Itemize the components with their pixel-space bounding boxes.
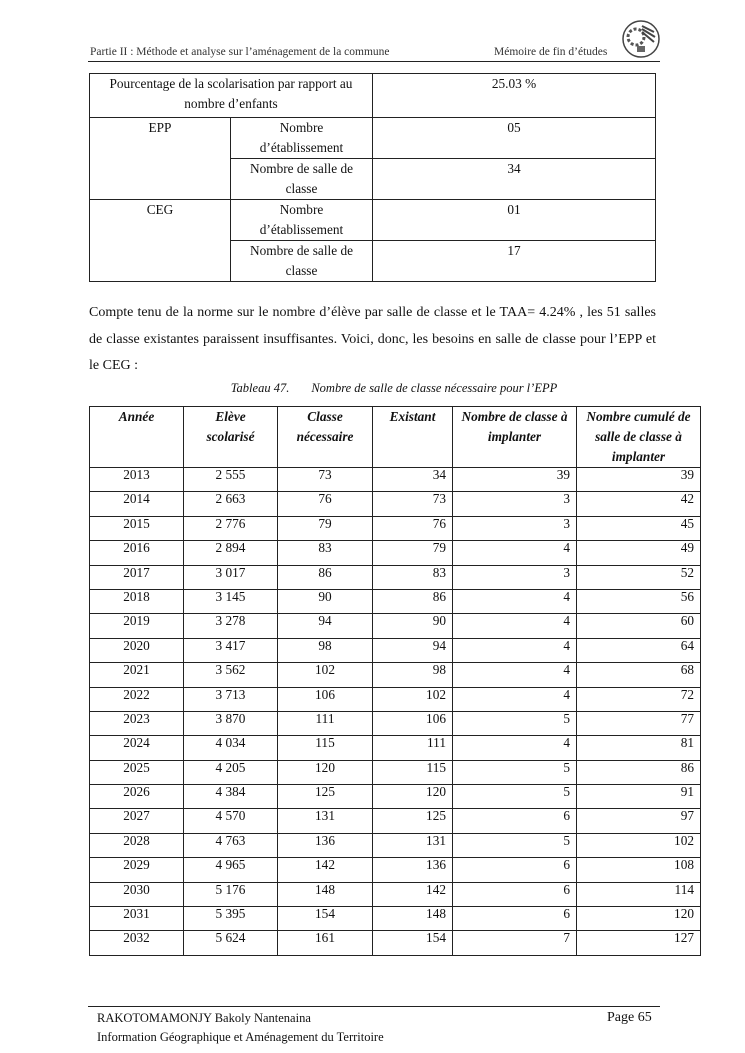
table-cell: 98 xyxy=(373,663,453,687)
table-cell: 3 xyxy=(453,565,577,589)
table-cell: 106 xyxy=(373,711,453,735)
table-cell: 39 xyxy=(453,468,577,492)
table-cell: 4 965 xyxy=(184,858,278,882)
table-cell: 142 xyxy=(373,882,453,906)
header-title: Mémoire de fin d’études xyxy=(494,46,608,58)
ceg-classrooms-value: 17 xyxy=(373,241,656,282)
table-cell: 79 xyxy=(373,541,453,565)
table-cell: 115 xyxy=(278,736,373,760)
table-row xyxy=(90,760,701,784)
table-cell: 127 xyxy=(577,931,701,955)
table-cell: 86 xyxy=(373,589,453,613)
table-cell: 4 xyxy=(453,663,577,687)
table-cell: 4 xyxy=(453,541,577,565)
table-cell: 2019 xyxy=(90,614,184,638)
epp-classrooms-label: Nombre de salle de classe xyxy=(231,159,373,200)
table-cell: 125 xyxy=(278,785,373,809)
footer-author: RAKOTOMAMONJY Bakoly Nantenaina xyxy=(97,1011,311,1025)
table-row xyxy=(90,882,701,906)
table-cell: 115 xyxy=(373,760,453,784)
table-row xyxy=(90,907,701,931)
table-cell: 90 xyxy=(278,589,373,613)
table-cell: 83 xyxy=(373,565,453,589)
table-cell: 68 xyxy=(577,663,701,687)
schooling-percentage-value: 25.03 % xyxy=(373,74,656,118)
table-cell: 154 xyxy=(373,931,453,955)
table-row xyxy=(90,589,701,613)
table-cell: 2 894 xyxy=(184,541,278,565)
table-cell: 125 xyxy=(373,809,453,833)
footer-divider xyxy=(88,1006,660,1007)
table-cell: 79 xyxy=(278,516,373,540)
table-cell: 2022 xyxy=(90,687,184,711)
table-cell: 3 017 xyxy=(184,565,278,589)
ceg-classrooms-label: Nombre de salle de classe xyxy=(231,241,373,282)
table-row xyxy=(90,687,701,711)
epp-establishments-value: 05 xyxy=(373,118,656,159)
table-row xyxy=(90,809,701,833)
table-cell: 76 xyxy=(373,516,453,540)
table-cell: 4 570 xyxy=(184,809,278,833)
table-cell: 2016 xyxy=(90,541,184,565)
table-cell: 2027 xyxy=(90,809,184,833)
table-cell: 6 xyxy=(453,809,577,833)
table-cell: 91 xyxy=(577,785,701,809)
table-cell: 2015 xyxy=(90,516,184,540)
school-summary-table xyxy=(89,73,656,282)
table-cell: 136 xyxy=(278,833,373,857)
table-cell: 142 xyxy=(278,858,373,882)
table-cell: 39 xyxy=(577,468,701,492)
table-cell: 3 145 xyxy=(184,589,278,613)
table-caption xyxy=(89,381,699,396)
table-cell: 120 xyxy=(373,785,453,809)
table-row xyxy=(90,663,701,687)
table-row xyxy=(90,785,701,809)
header-chapter: Partie II : Méthode et analyse sur l’aménagement de la commune xyxy=(90,46,390,58)
classroom-needs-table xyxy=(89,406,701,956)
table-cell: 102 xyxy=(373,687,453,711)
table-cell: 5 xyxy=(453,711,577,735)
table-row xyxy=(90,541,701,565)
table-cell: 45 xyxy=(577,516,701,540)
table-cell: 2030 xyxy=(90,882,184,906)
table-row xyxy=(90,614,701,638)
table-cell: 7 xyxy=(453,931,577,955)
table-cell: 5 176 xyxy=(184,882,278,906)
table-cell: 2 776 xyxy=(184,516,278,540)
table-cell: 5 xyxy=(453,785,577,809)
table-cell: 52 xyxy=(577,565,701,589)
table-cell: 4 xyxy=(453,614,577,638)
table-cell: 5 xyxy=(453,760,577,784)
table-cell: 5 395 xyxy=(184,907,278,931)
table-row xyxy=(90,565,701,589)
ceg-label: CEG xyxy=(90,200,231,282)
table-cell: 2032 xyxy=(90,931,184,955)
table-cell: 3 xyxy=(453,492,577,516)
table-cell: 3 278 xyxy=(184,614,278,638)
table-cell: 131 xyxy=(373,833,453,857)
table-cell: 3 xyxy=(453,516,577,540)
table-cell: 86 xyxy=(577,760,701,784)
table-cell: 94 xyxy=(278,614,373,638)
table-cell: 114 xyxy=(577,882,701,906)
table-cell: 2017 xyxy=(90,565,184,589)
table-cell: 108 xyxy=(577,858,701,882)
table-cell: 2 663 xyxy=(184,492,278,516)
table-cell: 3 417 xyxy=(184,638,278,662)
table-cell: 131 xyxy=(278,809,373,833)
column-header: Classe nécessaire xyxy=(278,407,373,468)
table-row xyxy=(90,736,701,760)
table-cell: 102 xyxy=(278,663,373,687)
table-cell: 72 xyxy=(577,687,701,711)
table-cell: 64 xyxy=(577,638,701,662)
table-cell: 2023 xyxy=(90,711,184,735)
column-header: Année xyxy=(90,407,184,468)
table-cell: 73 xyxy=(278,468,373,492)
table-cell: 86 xyxy=(278,565,373,589)
university-logo-icon xyxy=(620,18,662,60)
table-cell: 106 xyxy=(278,687,373,711)
table-cell: 97 xyxy=(577,809,701,833)
table-cell: 49 xyxy=(577,541,701,565)
table-cell: 77 xyxy=(577,711,701,735)
table-cell: 3 713 xyxy=(184,687,278,711)
table-cell: 6 xyxy=(453,882,577,906)
table-cell: 4 xyxy=(453,687,577,711)
epp-establishments-label: Nombre d’établissement xyxy=(231,118,373,159)
caption-title: Nombre de salle de classe nécessaire pour l’EPP xyxy=(311,381,558,395)
table-cell: 98 xyxy=(278,638,373,662)
table-row xyxy=(90,492,701,516)
table-cell: 2020 xyxy=(90,638,184,662)
column-header: Elève scolarisé xyxy=(184,407,278,468)
table-row xyxy=(90,516,701,540)
table-cell: 154 xyxy=(278,907,373,931)
column-header: Nombre de classe à implanter xyxy=(453,407,577,468)
table-cell: 2 555 xyxy=(184,468,278,492)
table-cell: 111 xyxy=(373,736,453,760)
table-row xyxy=(90,711,701,735)
table-cell: 4 xyxy=(453,736,577,760)
table-cell: 60 xyxy=(577,614,701,638)
table-cell: 2024 xyxy=(90,736,184,760)
table-cell: 4 763 xyxy=(184,833,278,857)
schooling-percentage-label: Pourcentage de la scolarisation par rapport au nombre d’enfants xyxy=(90,74,373,118)
table-row xyxy=(90,638,701,662)
table-cell: 136 xyxy=(373,858,453,882)
footer-program: Information Géographique et Aménagement du Territoire xyxy=(97,1030,384,1044)
column-header: Nombre cumulé de salle de classe à implanter xyxy=(577,407,701,468)
table-cell: 148 xyxy=(278,882,373,906)
ceg-establishments-label: Nombre d’établissement xyxy=(231,200,373,241)
table-cell: 2029 xyxy=(90,858,184,882)
table-cell: 2025 xyxy=(90,760,184,784)
column-header: Existant xyxy=(373,407,453,468)
table-cell: 2026 xyxy=(90,785,184,809)
table-cell: 4 xyxy=(453,638,577,662)
table-cell: 34 xyxy=(373,468,453,492)
table-cell: 4 034 xyxy=(184,736,278,760)
table-cell: 3 870 xyxy=(184,711,278,735)
table-cell: 4 205 xyxy=(184,760,278,784)
table-cell: 4 xyxy=(453,589,577,613)
table-cell: 6 xyxy=(453,858,577,882)
caption-number: Tableau 47. xyxy=(230,381,290,395)
table-cell: 111 xyxy=(278,711,373,735)
epp-label: EPP xyxy=(90,118,231,200)
table-cell: 42 xyxy=(577,492,701,516)
header-divider xyxy=(88,61,660,62)
table-cell: 81 xyxy=(577,736,701,760)
table-cell: 102 xyxy=(577,833,701,857)
table-row xyxy=(90,468,701,492)
table-cell: 5 xyxy=(453,833,577,857)
table-cell: 56 xyxy=(577,589,701,613)
ceg-establishments-value: 01 xyxy=(373,200,656,241)
table-cell: 76 xyxy=(278,492,373,516)
table-cell: 83 xyxy=(278,541,373,565)
epp-classrooms-value: 34 xyxy=(373,159,656,200)
table-cell: 73 xyxy=(373,492,453,516)
table-cell: 6 xyxy=(453,907,577,931)
table-cell: 4 384 xyxy=(184,785,278,809)
table-cell: 2021 xyxy=(90,663,184,687)
body-paragraph: Compte tenu de la norme sur le nombre d’élève par salle de classe et le TAA= 4.24% , les 51 salles de classe existantes paraissent insuffisantes. Voici, donc, les besoins en salle de classe pour l’EPP et le CEG : xyxy=(89,305,656,373)
table-cell: 148 xyxy=(373,907,453,931)
table-cell: 2014 xyxy=(90,492,184,516)
table-cell: 2018 xyxy=(90,589,184,613)
table-cell: 2031 xyxy=(90,907,184,931)
table-cell: 2013 xyxy=(90,468,184,492)
table-row xyxy=(90,833,701,857)
page-number: Page 65 xyxy=(607,1010,652,1025)
table-cell: 2028 xyxy=(90,833,184,857)
table-cell: 120 xyxy=(577,907,701,931)
table-cell: 120 xyxy=(278,760,373,784)
table-cell: 94 xyxy=(373,638,453,662)
table-cell: 161 xyxy=(278,931,373,955)
table-cell: 5 624 xyxy=(184,931,278,955)
table-cell: 90 xyxy=(373,614,453,638)
table-row xyxy=(90,858,701,882)
table-cell: 3 562 xyxy=(184,663,278,687)
table-row xyxy=(90,931,701,955)
